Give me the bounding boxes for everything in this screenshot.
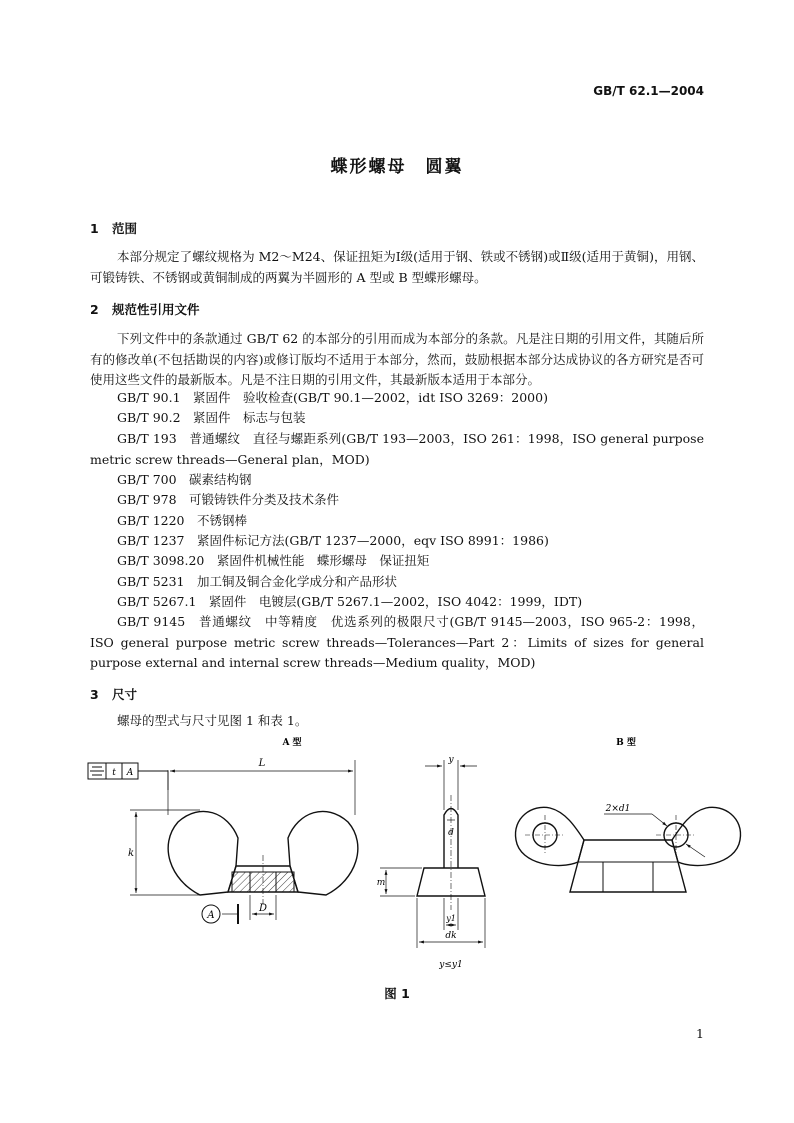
reference-item: GB/T 90.2 紧固件 标志与包装 <box>117 410 306 425</box>
reference-item: GB/T 1237 紧固件标记方法(GB/T 1237—2000，eqv ISO 8991：1986) <box>117 533 549 548</box>
section-number: 1 <box>90 221 99 236</box>
label-type-a: A 型 <box>282 738 302 748</box>
dimension-D: D <box>258 903 268 914</box>
figure-caption: 图 1 <box>384 986 410 1001</box>
section-1-text: 本部分规定了螺纹规格为 M2～M24、保证扭矩为Ⅰ级(适用于钢、铁或不锈钢)或Ⅱ级(适用于黄铜)，用钢、可锻铸铁、不锈钢或黄铜制成的两翼为半圆形的 A 型或 B 型蝶形螺母。 <box>90 249 704 285</box>
type-b-view <box>515 807 740 892</box>
dimension-L: L <box>258 758 266 769</box>
section-2-intro: 下列文件中的条款通过 GB/T 62 的本部分的引用而成为本部分的条款。凡是注日期的引用文件，其随后所有的修改单(不包括勘误的内容)或修订版均不适用于本部分，然而，鼓励根据本部分达成协议的各方研究是否可使用这些文件的最新版本。凡是不注日期的引用文件，其最新版本适用于本部分。 <box>90 331 704 387</box>
reference-item: GB/T 700 碳素结构钢 <box>117 472 252 487</box>
dimension-dk: dk <box>445 931 457 941</box>
dimension-y1: y1 <box>446 914 456 923</box>
section-title: 规范性引用文件 <box>112 302 200 317</box>
dimension-d: d <box>448 828 454 838</box>
standard-number: GB/T 62.1—2004 <box>593 84 704 98</box>
dimension-m: m <box>376 878 386 888</box>
type-a-dimensions <box>127 760 355 924</box>
section-title: 尺寸 <box>112 687 138 702</box>
reference-item: GB/T 1220 不锈钢棒 <box>117 513 248 528</box>
type-a-side-view <box>417 795 485 910</box>
dimension-2d1: 2×d1 <box>605 804 631 814</box>
reference-item: GB/T 5267.1 紧固件 电镀层(GB/T 5267.1—2002，ISO 4042：1999，IDT) <box>117 594 583 609</box>
reference-item: GB/T 5231 加工铜及铜合金化学成分和产品形状 <box>117 574 398 589</box>
reference-item: GB/T 90.1 紧固件 验收检查(GB/T 90.1—2002，idt ISO 3269：2000) <box>117 390 548 405</box>
datum-label: A <box>207 910 215 921</box>
section-number: 2 <box>90 302 99 317</box>
type-a-side-dimensions <box>380 760 485 948</box>
dimension-y: y <box>448 755 454 765</box>
dimension-k: k <box>127 848 135 859</box>
tolerance-value: t <box>112 768 116 778</box>
reference-item: GB/T 193 普通螺纹 直径与螺距系列(GB/T 193—2003，ISO 261：1998，ISO general purpose metric screw threads—General plan，MOD) <box>90 431 704 467</box>
reference-item: GB/T 978 可锻铸铁件分类及技术条件 <box>117 492 340 507</box>
reference-item: GB/T 9145 普通螺纹 中等精度 优选系列的极限尺寸(GB/T 9145—2003，ISO 965-2：1998，ISO general purpose metric screw threads—Tolerances—Part 2：Limits of sizes for general purpose external and internal screw threads—Medium quality，MOD) <box>90 614 704 670</box>
section-title: 范围 <box>112 221 138 236</box>
label-type-b: B 型 <box>616 738 636 748</box>
section-number: 3 <box>90 687 99 702</box>
type-a-front-view <box>168 811 358 905</box>
reference-item: GB/T 3098.20 紧固件机械性能 蝶形螺母 保证扭矩 <box>117 553 430 568</box>
section-3-text: 螺母的型式与尺寸见图 1 和表 1。 <box>117 713 308 728</box>
type-b-dimensions <box>604 814 705 857</box>
tolerance-symbol-icon <box>90 767 104 775</box>
tolerance-datum: A <box>126 768 134 778</box>
document-title: 蝶形螺母 圆翼 <box>330 157 464 177</box>
dimension-note: y≤y1 <box>439 960 463 970</box>
page-number: 1 <box>696 1026 704 1041</box>
